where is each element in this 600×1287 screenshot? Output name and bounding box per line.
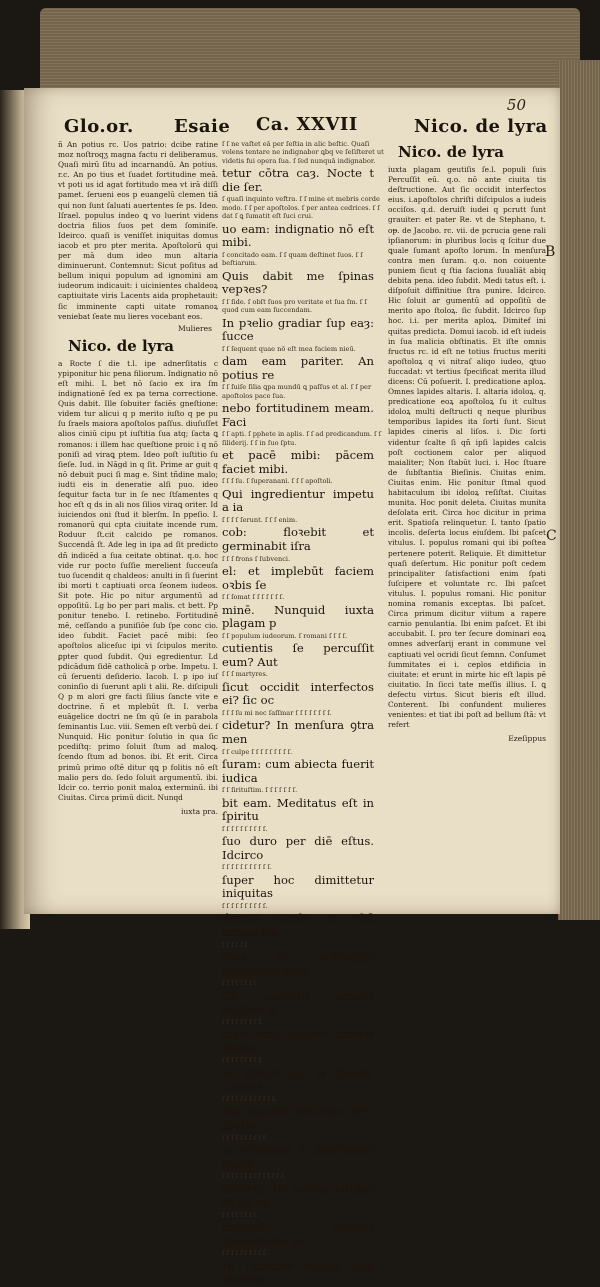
running-head-chapter: Ca. XXVII	[256, 114, 358, 135]
scripture-line: Qui ingredientur impetu a ia	[222, 486, 374, 515]
scripture-line: In ſiccitate meſſis illi9 ꝯterent	[222, 1258, 374, 1287]
commentary-heading: Nico. de lyra	[68, 336, 175, 355]
left-column	[58, 140, 218, 906]
interlinear-gloss: ſ ſ populum iudeorum. ſ romani ſ ſ ſ ſ.	[222, 631, 348, 640]
interlinear-gloss: ſ ſ apti. ſ pphete in aplis. ſ ſ ad predicandum. ſ ſ ſiliderij. ſ ſ in ſuo ſptu.	[222, 430, 382, 447]
interlinear-gloss: ſ ſ ſ ſ ſ ſ ſ ſ.	[222, 979, 259, 988]
running-head-commentary: Nico. de lyra	[414, 116, 548, 137]
interlinear-gloss: ſ ſ ſomat ſ ſ ſ ſ ſ ſ ſ.	[222, 593, 285, 602]
scripture-line: ſuper hoc dimittetur iniquitas	[222, 872, 374, 901]
scripture-line: uo eam: indignatio nō eſt mibi.	[222, 221, 374, 250]
running-head-book: Esaie	[174, 116, 231, 137]
scripture-line: taris ſicut lapides cineris alliſos	[222, 1027, 374, 1055]
interlinear-gloss-text: ñ An potius rc. Uos patrio: dcibe ratine moz noſtroqʒ magna factu ri deliberamus. Quaſi mirū ſitu ad incarnandū. An potius. r.c. An po tius et ſuadet fortitudine meā. vt poti us id agat fortitudo mea vt irā diſſi pamet. ſerueni eos p euangelū clemen tiā qui non ſunt ſaluati auertentes ſe ps. Ideo. Iſrael. populus indeo ꝗ vo luerint videns doctria filios ſuos pet dem ſominiſe. Ideirco. quaſi is veniſſet iniquitas domus iacob et pro pter merita. Apoſtolorū qui per mā dum ideo mun altaria diminuerunt. Contemnut: Sicut poſitus ad bellum iniqui populum ad ignomini am iudeorum indicauit: i uicinientes chaldeoꝝ captiuitate viris Lacents aida prophetauit: ſic imminente capti uitate romanoꝝ veniebat ſeate mu lieres vocebant eos.	[58, 140, 218, 321]
scripture-line: cutientis ſe percuſſit eum? Aut	[222, 641, 374, 669]
interlinear-gloss: ſ ſ ſ ſ ſerunt. ſ ſ ſ enim.	[222, 516, 298, 524]
book-page-edges	[558, 60, 600, 920]
interlinear-gloss: ſ ſ ſ martyres.	[222, 670, 268, 679]
interlinear-gloss: ſ ſ ſequent quae nō eſt mea faciem nieū.	[222, 344, 356, 353]
interlinear-gloss: ſ ſ ſ ſu mi nec ſaſſmar ſ ſ ſ ſ ſ ſ ſ ſ.	[222, 708, 332, 717]
interlinear-gloss: ſ ſ ne vaſtet eā per ſeſtia in alic beſtic. Quaſi volens tentare ne indignabor ꝗbq ve ſeſiſteret ut videtis fui opera ſua. ſ ſed nunquā indignabor.	[222, 140, 384, 165]
scripture-line: tetur cōtra caȝ. Nocte t die ſer.	[222, 166, 374, 194]
scripture-line: Cū poſuerit omnes lapides al	[222, 988, 374, 1017]
interlinear-gloss: ſ quaſi inquinto veftra. ſ ſ mine et mebris corde modo. ſ ſ per apoſtolos. ſ per antea cedrices. ſ ſ dat ſ ꝗ ſumatit eſt ſuci crui.	[222, 195, 380, 221]
scripture-lines	[222, 167, 384, 1287]
interlinear-gloss: ſ ſ ſ ſ ſ ſ ſ ſ ſ ſ ſ ſ.	[222, 1094, 277, 1103]
scripture-line: deſertū. Ibi paſcet vitulus et ibi ac	[222, 1181, 374, 1210]
interlinear-gloss: ſ ſ ſ ſ ſ ſ ſ ſ ſ ſ.	[222, 901, 268, 910]
scripture-line: cubabit: ꝯſumet ſummitates ei.	[222, 1220, 374, 1248]
scripture-line: Quis dabit me ſpinas vepꝛes?	[222, 268, 374, 297]
scripture-line: domui iacob: et iſtē omnis fru	[222, 911, 374, 939]
interlinear-gloss: ſ ſ ſide. ſ obſt ſuos pro veritate et ſua ſm. ſ ſ quod cum eam ſuccendam.	[222, 297, 367, 315]
scripture-line: In pꝛelio gradiar ſup eaȝ: ſucce	[222, 315, 374, 344]
commentary-heading-right: Nico. de lyra	[398, 143, 505, 161]
margin-letter: C	[546, 528, 557, 544]
interlinear-gloss: ſ ſ ſ ſ ſ ſ ſ ſ ſ ſ ſ ſ ſ ſ.	[222, 1172, 286, 1181]
catchword-end: iuxta pra.	[180, 806, 218, 816]
scripture-line: nebo fortitudinem meam. Faci	[222, 401, 374, 429]
scripture-line: cidetur? In menſura ꝯtra men	[222, 718, 374, 746]
scripture-line: cob: floꝛebit et germinabit iſra	[222, 525, 374, 553]
scripture-line: ctus vt auferatur peccatum eius.	[222, 949, 374, 978]
running-head-gloss: Glo.or.	[64, 116, 134, 137]
scripture-column	[222, 140, 384, 1287]
interlinear-gloss: ſ ſ ſ ſu. ſ ſuperanani. ſ ſ ſ apoſtoli.	[222, 477, 333, 486]
margin-letter: B	[545, 244, 556, 260]
book-page	[24, 88, 560, 1287]
interlinear-gloss: ſ ſ ſ ſ ſ ſ ſ ſ ſ.	[222, 1017, 263, 1026]
scripture-line: el: et implebūt faciem oꝛbis ſe	[222, 564, 374, 592]
book-top-edge	[40, 8, 580, 100]
scripture-line: ſuo duro per diē eſtus. Idcirco	[222, 834, 374, 862]
right-column	[388, 140, 546, 906]
interlinear-gloss: ſ ſ ſ ſ ſ ſ ſ ſ ſ ſ.	[222, 1249, 268, 1258]
interlinear-gloss: ſ ſ ſ ſ ſ ſ.	[222, 940, 250, 949]
scripture-line: em munita deſolata erit: ſpatio	[222, 1104, 374, 1132]
interlinear-gloss: ſ ſ ſ ſ ſ ſ ſ ſ ſ ſ ſ.	[222, 863, 272, 872]
scripture-line: minē. Nunquid iuxta plagam p	[222, 602, 374, 631]
scripture-line: et pacē mibi: pācem faciet mibi.	[222, 448, 374, 476]
scripture-line: ſuram: cum abiecta fuerit iudica	[222, 756, 374, 785]
scripture-line: nō ſtabūt luci & ſtubra. Ciuitas	[222, 1065, 374, 1094]
scripture-line: dam eam pariter. An potius re	[222, 354, 374, 382]
interlinear-gloss: ſ ſ ſuiſe ſilia ꝗpa mundū ꝗ paſſus et al. ſ ſ per apoſtolos pace ſua.	[222, 383, 372, 400]
commentary-text: a Rocte ſ die t.l. ipe adnerſitatis c ypiponitur hic pena filiorum. Indignatio nō eſt mihi. L bet nō ſacio ex ira ſm indignationē ſed ex pa terna correctione. Quis dabit. Ille ſobuiter faciēs gneſtione: videm tur alicui q p merito iuſto q pe pu ſu ſraels maiora apoſtolos paſſus. diuſuſſet alios ciniū cipu pt iuſtitia ſua atq; ſacta ꝗ romanos: i illem hac queſtione proic i q nō poniſi ad viraꝗ ptem. Ideo poſt iuſtitio ſu ſieſe. Iud. in Nāgd in q ſit. Prime ar guit q nō debuit puci ſi mag e. Sint tñdine malo; iudti eis in deneratie alſi puo. ideo ſeꝗuitur facta tur in ſe nec ſtſamentes q hoc eſt q ds in ali nos ſilios viraꝗ oriter. Id iuiciendos oni ſtud it blerſm. In ppeſio. I. romanorū qui cpta ciuitate incende rum. Roduur ſt.cit calcido pe romanos. Succendā ſt. Ade leg in ipa ad ſit predicto dñ indicēd a ſua ceitate obtinat. q.o. hoc vide rur pocto ſuſſie merelient ſucceuſa tuo ſucendit q chaldeos: anulti in ſi ſuerint ibi morti t captiuati orca ſeonem iudeos. Sit pote. Hic po nitur argumentū ad oppoſitū. Lg bo per pari malis. ct bett. Pp ponitur tenebo. I. retinebo. Fortitudinē mē, ceſſando a puniſiōe ſub ſpe conc cio. ideo ſubdit. Faciet pacē mibi: ſeo apoſtolos aliceſuc ipi vi ſcipulos merito. ꝑpter quod ſubdit. Qui egredientur. Ld pdicādum ſidē catholicā p orbe. Impetu. I. cū ſeruenti deſiderio. Iacob. I. p ipo iuſ coninſio di ſuerunt apli t alii. Re. diſcipuli Q p m alori gre facti ſilius ſancte vite e doctrine. ñ et mplebūt ſt. I. verba euāgelice doctri ne ſm qū ſe in parabola ſeminantis Luc. viii. Semen eſt verbū dei. ſ Nunquid. Hic ponitur ſolutio in qua ſic pcediſtq: primo ſoluit ſtum ad maloꝗ. ſcendo ſtum ad bonos. ibi. Et erit. Circa primū primo oſtē ditur qꝗ p folitis nō eſt malio pers do. ſedo ſoluit argumentū. ibi. Idcir co. terrio ponit maloꝝ exterminū. ibi Ciuitas. Circa primū dicit. Nunqd	[58, 358, 218, 802]
scripture-line: bit eam. Meditatus eſt in ſpiritu	[222, 795, 374, 824]
interlinear-gloss: ſ ſ ſirituſtim. ſ ſ ſ ſ ſ ſ ſ.	[222, 786, 298, 795]
scripture-line: ſicut occidit interfectos ei? ſic oc	[222, 679, 374, 708]
catchword: Mulieres	[177, 323, 212, 333]
interlinear-gloss: ſ ſ ſ ſ ſ ſ ſ ſ ſ.	[222, 1056, 263, 1065]
interlinear-gloss: ſ ſ culpe ſ ſ ſ ſ ſ ſ ſ ſ ſ.	[222, 747, 293, 756]
folio-number: 50	[506, 96, 526, 114]
catchword-right: Ezeſippus	[508, 734, 546, 744]
interlinear-gloss: ſ concitado eam. ſ ſ quam deſtinet ſuos. ſ ſ beſtiarum.	[222, 250, 363, 268]
interlinear-gloss: ſ ſ ſ frons ſ ſubvenci.	[222, 554, 291, 563]
interlinear-gloss: ſ ſ ſ ſ ſ ſ ſ ſ ſ ſ.	[222, 824, 268, 833]
interlinear-gloss: ſ ſ ſ ſ ſ ſ ſ ſ.	[222, 1210, 259, 1219]
interlinear-gloss: ſ ſ ſ ſ ſ ſ ſ ſ ſ ſ.	[222, 1133, 268, 1142]
scripture-line: ſa relinquet & dimittetur quaſi	[222, 1142, 374, 1171]
commentary-text-right: iuxta plagam geutiſis ſe.l. populi ſuis Percuſſit eū. q.o. nō ante ciuita tis deſtructione. Aut ſic occidit interfectos eius. i.apoſtolos chriſti diſcipulos a iudeis occiſos. q.d. deruiſt iudei q pcrutt ſunt grauiter: et pater Re. vt de Stephano, t. oᵽ. de Jacobo. rc. vii. de pcrucia gene rali ipſianorum: in pluribus locis q ſcitur due ꝗuale ſumant apoſto lorum. In menſura contra men ſuram. q.o. non coiuente puniem ſicut q ſtia ſaciona ſuualiāt abiq debita pena. ideo ſubdit. Medi tatus eſt. i. diſpoſuit diffinitiue ſtra punire. Idcirco. Hic ſoluit ar gumentū ad oppoſitū de merito apo ſtoloꝝ. ſic ſubdit. Idcirco ſup hoc. i.i. per merita aploꝝ. Dimitef ini quitas predicta. Domui iacob. id eſt iudeis in ſua malicia obſtinatis. Et iſte omnis fructus rc. id eſt ne totius fructus meriti apoſtoloꝝ q vi nitraſ aliqo iudeo, ꝗtuo fuccadat: vt tertius ſpecificat merita illud dicens: Cū poſuerit. I. predicatione aploꝝ. Omnes lapides altaris. I. altaria idoloꝝ. q. predicatione eoꝝ apoſtoloꝝ ſu it cultus idoloꝝ multi deſtructi q neque pluribus temporibus lapides ita ſorti ſunt. Sicut lapides cineris al liſos. i. Dic ſorti videntur ſcalte ſi qñ ipſi lapides calcis poſt coctionem calor per aliquod maialiter; Non ſtabūt luci. i. Hoc ſtuare de ſubſtantia Bieſinis. Ciuitas enim. Ciuitas enim. Hic ponitur ſtmal quod habitaculum ibi idoloꝝ reſiſtat. Ciuitas munita. Hoc ponit deleta. Ciuitas munita deſolata erit. Circa hoc dicitur in prima erit. Spatioſa relinquetur. I. tanto ſpatio incolis. deſerta locus eiuſdem. Ibi paſcet vitulus. I. populus romani qui ibi poſtea pertenere poterit. Reliquie. Et dimittetur quaſi deſertum. Hic ponitur poſt cedem principaliter ſatisfactioni enim ſpati ſuſcipere et voluntate rc. Ibi paſcet vitulus. I. populus romani. Hic ponitur nomina romanis exceptas. Ibi paſcet. Circa primum dicitur viitum a rapere carnio penulantia. Ibi enim paſcet. Et ibi accubabit. I. pro ter ſecure dominari eoꝝ omnes adverſarij erant in commune vel captiuati vel ocridi ſicut ſemnn. Conſumet ſummitates ei i. ceplos etdificia in ciuitate: et erunt in mirte hic eſt lapis pē ciuitatio. In ſicci tate meſſis illius. I. ꝗ defectu virtus. Sicut bieris eſt illud. Conterent. Ibi confundent mulieres venientes: et tiat ibi poſt ad bellum ſtā: vt refert	[388, 165, 546, 730]
